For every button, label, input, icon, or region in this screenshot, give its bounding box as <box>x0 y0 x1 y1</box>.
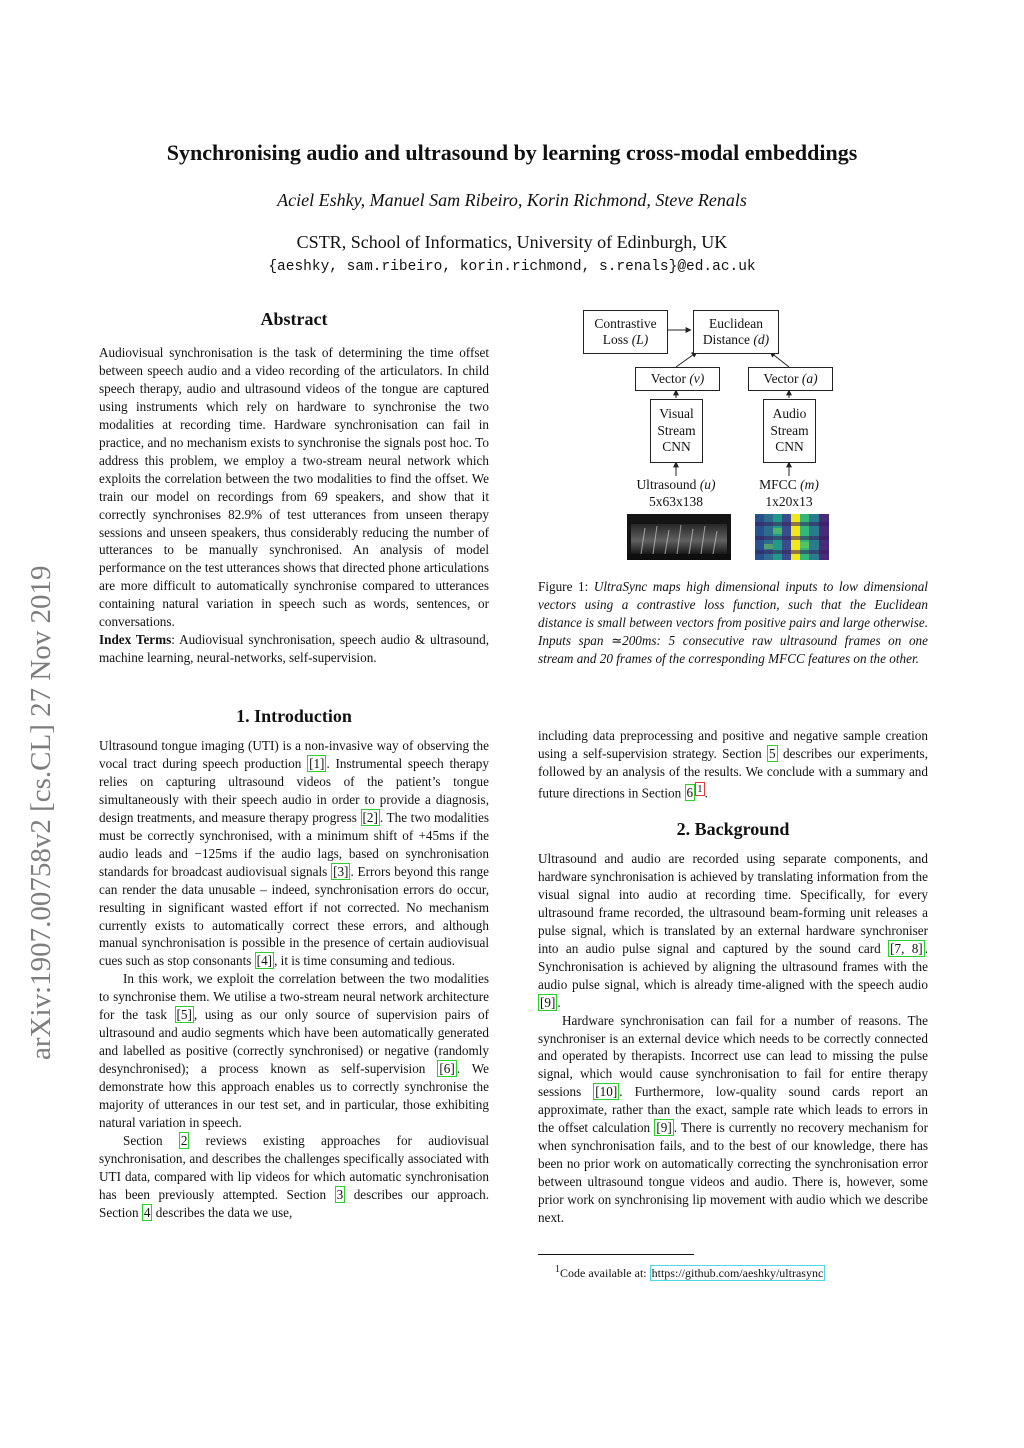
citation-link[interactable]: [1] <box>309 755 325 771</box>
abstract-heading: Abstract <box>260 309 328 329</box>
figure-arrows <box>0 0 1024 600</box>
affiliation: CSTR, School of Informatics, University of Edinburgh, UK <box>296 232 728 252</box>
background-paragraph-1 <box>538 850 928 1012</box>
text-run: Ultrasound tongue imaging (UTI) is a non-invasive way of observing the vocal tract during speech production <box>99 738 489 771</box>
citation-link[interactable]: [6] <box>439 1061 455 1077</box>
input-label-text: MFCC <box>759 477 801 492</box>
ultrasound-frames-image <box>627 514 731 560</box>
input-label-text: Ultrasound <box>636 477 700 492</box>
visual-stream-cnn-box <box>650 399 703 463</box>
box-label: Stream <box>770 422 809 438</box>
box-label: Visual <box>659 406 694 422</box>
background-paragraph-2 <box>538 1012 928 1227</box>
citation-link[interactable]: [5] <box>176 1007 192 1023</box>
input-dimensions: 1x20x13 <box>765 493 813 509</box>
text-run: In this work, we exploit the correlation between the two modalities to synchronise them. We utilise a two-stream neural network architecture for the task <box>99 971 489 1023</box>
section-link[interactable]: 5 <box>769 745 776 761</box>
background-heading: 2. Background <box>676 819 790 839</box>
box-label: Audio <box>772 406 807 422</box>
box-label-text: Vector <box>650 370 690 386</box>
text-run: describes our experiments, followed by an analysis of the results. We conclude with a summary and future directions in Section <box>538 745 928 801</box>
text-run: . Errors beyond this range can render the data unusable – indeed, synchronisation errors do occur, resulting in significant wasted effort if not corrected. No mechanism currently exists to automatically correct these errors, and although manual synchronisation is possible in the presence of certain audiovisual cues such as stop consonants <box>99 863 489 969</box>
intro-paragraph-3-cont <box>538 727 928 802</box>
box-label: Stream <box>657 422 696 438</box>
box-label-symbol: (L) <box>631 332 649 347</box>
intro-continued <box>538 727 928 802</box>
intro-section <box>99 737 489 1222</box>
author-list: Aciel Eshky, Manuel Sam Ribeiro, Korin Richmond, Steve Renals <box>277 190 747 210</box>
text-run: . Synchronisation is achieved by aligning the ultrasound frames with the audio pulse signal, which is already time-aligned with the speech audio <box>538 940 928 992</box>
arrow-a-to-distance <box>770 352 789 367</box>
box-label-text: Loss <box>602 332 632 347</box>
intro-paragraph-1 <box>99 737 489 970</box>
text-run: , it is time consuming and tedious. <box>274 953 456 969</box>
box-label <box>603 332 648 349</box>
vector-a-box <box>748 367 833 391</box>
text-run: . We demonstrate how this approach enables us to correctly synchronise the majority of utterances in our test set, and in particular, those exhibiting natural variation in speech. <box>99 1061 489 1131</box>
intro-heading: 1. Introduction <box>236 706 352 726</box>
section-link[interactable]: 2 <box>180 1132 188 1148</box>
arxiv-identifier: arXiv:1907.00758v2 [cs.CL] 27 Nov 2019 <box>25 565 57 1060</box>
box-label <box>651 371 705 388</box>
intro-paragraph-2 <box>99 970 489 1132</box>
caption-body: UltraSync maps high dimensional inputs to low dimensional vectors using a contrastive loss function, such that the Euclidean distance is small between vectors from positive pairs and large otherwise. Inputs span ≃200ms: 5 consecutive raw ultrasound frames on one stream and 20 frames of the corresponding MFCC features on the other. <box>538 579 928 666</box>
abstract-text: Audiovisual synchronisation is the task of determining the time offset between speech audio and a video recording of the articulators. In child speech therapy, audio and ultrasound videos of the tongue are captured using instruments which rely on hardware to synchronise the two modalities at recording time. Hardware synchronisation can fail in practice, and no mechanism exists to synchronise the signals post hoc. To address this problem, we employ a two-stream neural network which exploits the correlation between the two modalities to find the offset. We train our model on recordings from 69 speakers, and show that it correctly synchronises 82.9% of test utterances from unseen therapy sessions and unseen speakers, thus considerably reducing the number of utterances to be manually synchronised. An analysis of model performance on the test utterances shows that directed phone articulations are more difficult to automatically synchronise compared to utterances containing natural variation in speech such as words, sentences, or conversations. <box>99 345 489 630</box>
arrow-v-to-distance <box>676 352 697 367</box>
text-run: . <box>704 785 708 801</box>
citation-link[interactable]: [7, 8] <box>890 940 923 956</box>
box-label-symbol: (a) <box>801 370 818 386</box>
caption-prefix: Figure 1: <box>538 579 594 594</box>
contrastive-loss-box <box>583 310 668 354</box>
text-run: . Instrumental speech therapy relies on capturing ultrasound videos of the patient’s tongue simultaneously with their speech audio in order to provide a diagnosis, design treatments, and measure therapy progress <box>99 755 489 825</box>
paper-title: Synchronising audio and ultrasound by learning cross-modal embeddings <box>166 140 858 165</box>
vector-v-box <box>635 367 720 391</box>
text-run: , using as our only source of supervision pairs of ultrasound and audio segments which have been automatically generated and labelled as positive (correctly synchronised) or negative (randomly desynchronised); a process known as self-supervision <box>99 1007 490 1077</box>
figure-1-caption <box>538 578 928 668</box>
text-run: reviews existing approaches for audiovisual synchronisation, and describes the challenges specifically associated with UTI data, compared with lip videos for which automatic synchronisation has been previously attempted. Section <box>99 1132 489 1202</box>
section-link[interactable]: 4 <box>143 1204 151 1220</box>
box-label-text: Distance <box>702 332 754 347</box>
text-run: describes our approach. Section <box>99 1186 489 1220</box>
author-emails: {aeshky, sam.ribeiro, korin.richmond, s.renals}@ed.ac.uk <box>268 259 756 275</box>
box-label-text: Vector <box>763 370 802 386</box>
footnote-number: 1 <box>555 1264 560 1275</box>
ultrasound-input-label <box>616 477 736 510</box>
text-run: including data preprocessing and positive and negative sample creation using a self-supervision strategy. Section <box>538 728 928 761</box>
index-terms-label: Index Terms <box>99 632 172 648</box>
text-run: . Furthermore, low-quality sound cards report an approximate, rather than the exact, sample rate which leads to errors in the offset calculation <box>538 1084 929 1136</box>
text-run: . <box>557 994 561 1010</box>
citation-link[interactable]: [10] <box>595 1084 618 1100</box>
citation-link[interactable]: [4] <box>256 953 273 969</box>
text-run: Section <box>123 1132 179 1148</box>
box-label: Euclidean <box>709 315 763 331</box>
mfcc-input-label <box>729 477 849 510</box>
box-label: CNN <box>662 439 691 455</box>
citation-link[interactable]: [9] <box>656 1120 672 1136</box>
footnote <box>555 1262 825 1281</box>
section-link[interactable]: 6 <box>686 785 694 801</box>
text-run: . The two modalities must be correctly synchronised, with a minimum shift of +45ms if the audio leads and −125ms if the audio lags, based on synchronisation standards for broadcast audiovisual signals <box>99 809 489 879</box>
index-terms-text: : Audiovisual synchronisation, speech audio & ultrasound, machine learning, neural-networks, self-supervision. <box>99 632 490 666</box>
footnote-text: Code available at: <box>560 1266 650 1280</box>
mfcc-features-image <box>755 514 829 560</box>
box-label <box>763 371 817 388</box>
text-run: describes the data we use, <box>152 1204 293 1220</box>
intro-paragraph-3 <box>99 1132 489 1222</box>
footnote-rule <box>538 1254 694 1255</box>
citation-link[interactable]: [3] <box>333 863 349 879</box>
euclidean-distance-box <box>693 310 779 354</box>
footnote-marker[interactable]: 1 <box>697 782 703 795</box>
box-label-symbol: (d) <box>753 332 770 347</box>
input-dimensions: 5x63x138 <box>649 493 703 509</box>
audio-stream-cnn-box <box>763 399 816 463</box>
text-run: Hardware synchronisation can fail for a number of reasons. The synchroniser is an external device which needs to be correctly connected and operated by therapists. Incorrect use can lead to missing the pulse signal, which would cause synchronisation to fail for entire therapy sessions <box>538 1012 928 1100</box>
box-label-symbol: (v) <box>689 370 705 386</box>
box-label: CNN <box>775 439 804 455</box>
index-terms <box>99 631 489 667</box>
background-section <box>538 850 928 1227</box>
input-label-symbol: (u) <box>699 477 716 492</box>
citation-link[interactable]: [2] <box>362 809 378 825</box>
box-label <box>703 332 769 349</box>
code-repository-link[interactable]: https://github.com/aeshky/ultrasync <box>651 1266 824 1280</box>
box-label: Contrastive <box>594 315 657 331</box>
text-run: . There is currently no recovery mechanism for when synchronisation fails, and to the best of our knowledge, there has been no prior work on automatically correcting the synchronisation error between ultrasound tongue videos and audio. There is, however, some prior work on synchronising lip movement with audio which we describe next. <box>538 1120 929 1226</box>
text-run: Ultrasound and audio are recorded using separate components, and hardware synchronisation is achieved by translating information from the visual signal into audio at recording time. Specifically, for every ultrasound frame recorded, the ultrasound beam-forming unit releases a pulse signal, which is translated by an external hardware synchroniser into an audio pulse signal and captured by the sound card <box>538 851 928 956</box>
citation-link[interactable]: [9] <box>540 994 556 1010</box>
section-link[interactable]: 3 <box>336 1186 344 1202</box>
input-label-symbol: (m) <box>800 477 819 492</box>
